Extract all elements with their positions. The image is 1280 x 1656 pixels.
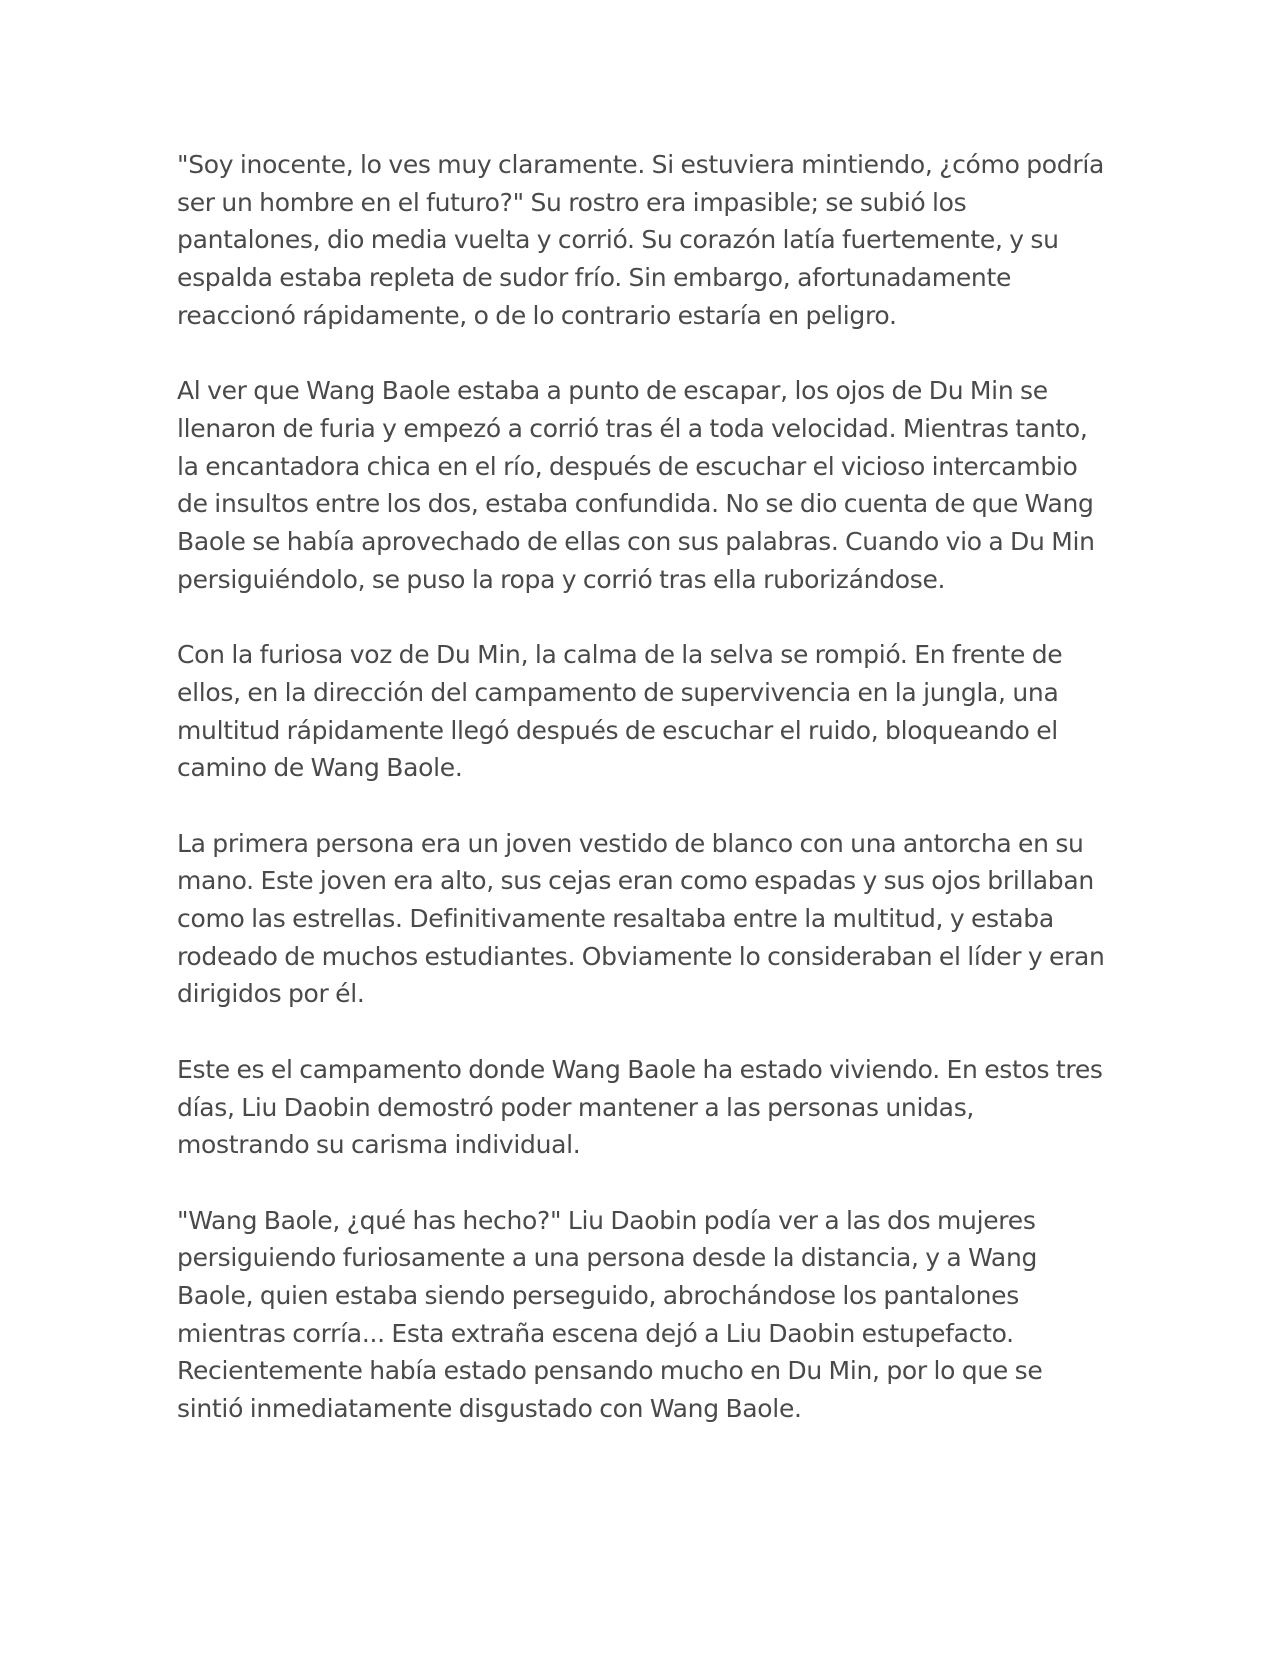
paragraph-6: "Wang Baole, ¿qué has hecho?" Liu Daobin podía ver a las dos mujeres persiguiendo furiosamente a una persona desde la distancia, y a Wang Baole, quien estaba siendo perseguido, abrochándose los pantalones mientras corría... Esta extraña escena dejó a Liu Daobin estupefacto. Recientemente había estado pensando mucho en Du Min, por lo que se sintió inmediatamente disgustado con Wang Baole. <box>177 1205 1043 1424</box>
paragraph-3: Con la furiosa voz de Du Min, la calma de la selva se rompió. En frente de ellos, en la dirección del campamento de supervivencia en la jungla, una multitud rápidamente llegó después de escuchar el ruido, bloqueando el camino de Wang Baole. <box>177 640 1063 783</box>
paragraph-5: Este es el campamento donde Wang Baole ha estado viviendo. En estos tres días, Liu Daobin demostró poder mantener a las personas unidas, mostrando su carisma individual. <box>177 1054 1103 1160</box>
paragraph-2: Al ver que Wang Baole estaba a punto de escapar, los ojos de Du Min se llenaron de furia y empezó a corrió tras él a toda velocidad. Mientras tanto, la encantadora chica en el río, después de escuchar el vicioso intercambio de insultos entre los dos, estaba confundida. No se dio cuenta de que Wang Baole se había aprovechado de ellas con sus palabras. Cuando vio a Du Min persiguiéndolo, se puso la ropa y corrió tras ella ruborizándose. <box>177 376 1095 594</box>
document-page <box>177 146 1107 1428</box>
paragraph-4: La primera persona era un joven vestido de blanco con una antorcha en su mano. Este joven era alto, sus cejas eran como espadas y sus ojos brillaban como las estrellas. Definitivamente resaltaba entre la multitud, y estaba rodeado de muchos estudiantes. Obviamente lo consideraban el líder y eran dirigidos por él. <box>177 828 1105 1009</box>
paragraph-1: "Soy inocente, lo ves muy claramente. Si estuviera mintiendo, ¿cómo podría ser un hombre en el futuro?" Su rostro era impasible; se subió los pantalones, dio media vuelta y corrió. Su corazón latía fuertemente, y su espalda estaba repleta de sudor frío. Sin embargo, afortunadamente reaccionó rápidamente, o de lo contrario estaría en peligro. <box>177 150 1105 330</box>
